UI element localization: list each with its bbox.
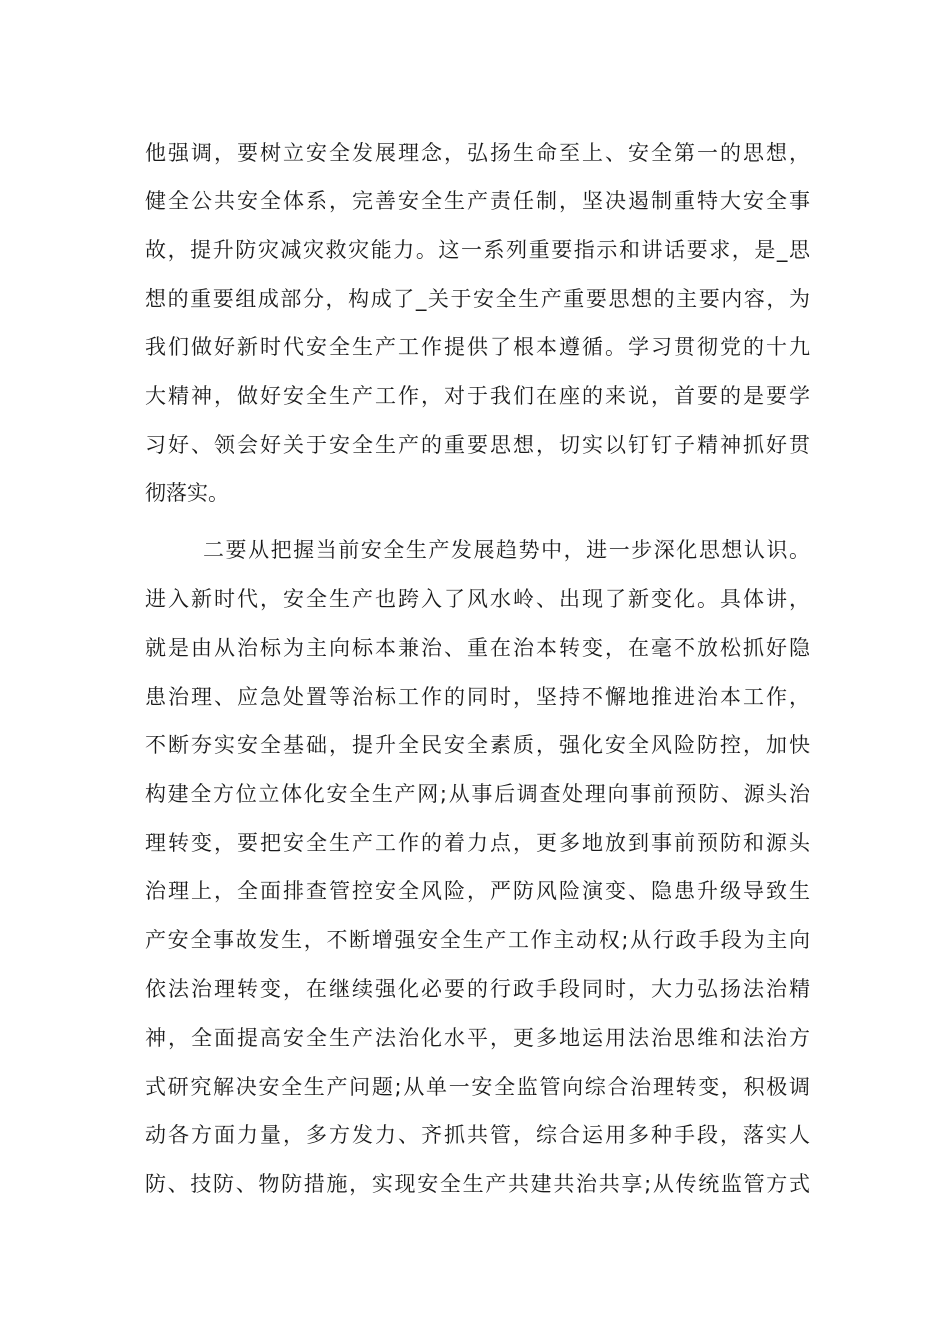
- text-line-20: 式研究解决安全生产问题;从单一安全监管向综合治理转变，积极调: [145, 1075, 810, 1099]
- paragraph-heading-line: 二要从把握当前安全生产发展趋势中，进一步深化思想认识。: [203, 538, 810, 562]
- text-line-22: 防、技防、物防措施，实现安全生产共建共治共享;从传统监管方式: [145, 1172, 810, 1196]
- text-line-16: 治理上，全面排查管控安全风险，严防风险演变、隐患升级导致生: [145, 879, 810, 903]
- text-line-11: 就是由从治标为主向标本兼治、重在治本转变，在毫不放松抓好隐: [145, 636, 810, 660]
- text-line-19: 神，全面提高安全生产法治化水平，更多地运用法治思维和法治方: [145, 1026, 810, 1050]
- text-line-17: 产安全事故发生，不断增强安全生产工作主动权;从行政手段为主向: [145, 928, 810, 952]
- text-line-18: 依法治理转变，在继续强化必要的行政手段同时，大力弘扬法治精: [145, 977, 810, 1001]
- text-line-1: 他强调，要树立安全发展理念，弘扬生命至上、安全第一的思想，: [145, 141, 810, 165]
- text-line-5: 我们做好新时代安全生产工作提供了根本遵循。学习贯彻党的十九: [145, 335, 810, 359]
- text-line-10: 进入新时代，安全生产也跨入了风水岭、出现了新变化。具体讲，: [145, 587, 810, 611]
- text-line-12: 患治理、应急处置等治标工作的同时，坚持不懈地推进治本工作，: [145, 685, 810, 709]
- text-line-8: 彻落实。: [145, 481, 229, 505]
- text-line-3: 故，提升防灾减灾救灾能力。这一系列重要指示和讲话要求，是_思: [145, 238, 810, 262]
- text-line-13: 不断夯实安全基础，提升全民安全素质，强化安全风险防控，加快: [145, 733, 810, 757]
- text-line-6: 大精神，做好安全生产工作，对于我们在座的来说，首要的是要学: [145, 384, 810, 408]
- text-line-15: 理转变，要把安全生产工作的着力点，更多地放到事前预防和源头: [145, 831, 810, 855]
- text-line-7: 习好、领会好关于安全生产的重要思想，切实以钉钉子精神抓好贯: [145, 433, 810, 457]
- text-line-21: 动各方面力量，多方发力、齐抓共管，综合运用多种手段，落实人: [145, 1123, 810, 1147]
- text-line-4: 想的重要组成部分，构成了_关于安全生产重要思想的主要内容，为: [145, 287, 810, 311]
- text-line-2: 健全公共安全体系，完善安全生产责任制，坚决遏制重特大安全事: [145, 189, 810, 213]
- text-line-14: 构建全方位立体化安全生产网;从事后调查处理向事前预防、源头治: [145, 782, 810, 806]
